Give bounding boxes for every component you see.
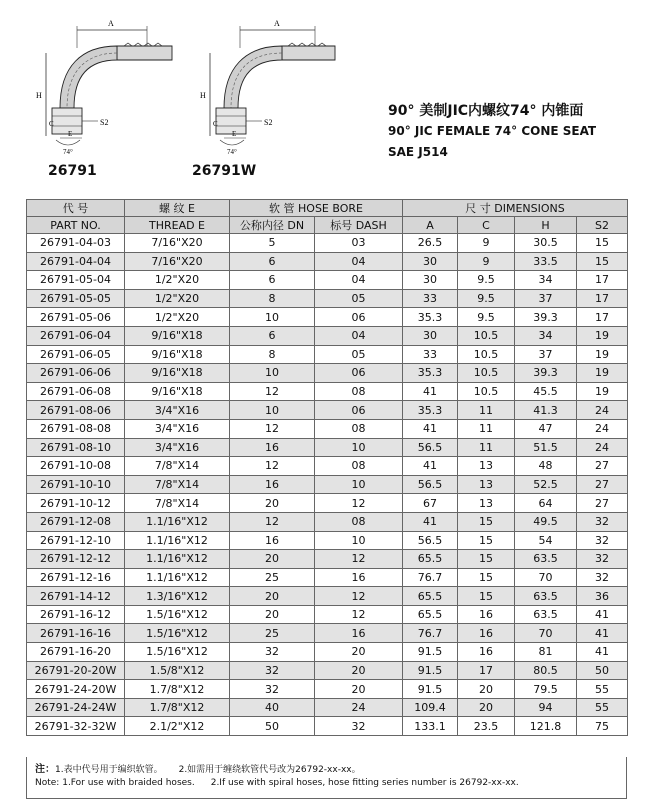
cell-dn: 20 (230, 605, 315, 624)
cell-dn: 10 (230, 401, 315, 420)
notes-en-lead: Note: (35, 778, 60, 788)
cell-thread: 3/4"X16 (125, 401, 230, 420)
header-dash: 标号 DASH (315, 217, 403, 234)
note-cn-1: 1.表中代号用于编织软管。 (55, 765, 163, 775)
fitting-drawing-26791 (22, 8, 182, 158)
cell-c: 10.5 (458, 364, 515, 383)
cell-thread: 7/16"X20 (125, 252, 230, 271)
cell-c: 16 (458, 624, 515, 643)
cell-a: 35.3 (403, 401, 458, 420)
cell-dash: 08 (315, 457, 403, 476)
cell-h: 49.5 (515, 512, 577, 531)
cell-s2: 19 (577, 345, 628, 364)
table-row (27, 605, 628, 624)
cell-a: 33 (403, 345, 458, 364)
cell-c: 20 (458, 680, 515, 699)
dim-s2-label: S2 (100, 118, 109, 127)
cell-dash: 04 (315, 326, 403, 345)
cell-s2: 15 (577, 234, 628, 253)
cell-c: 20 (458, 698, 515, 717)
cell-s2: 32 (577, 568, 628, 587)
table-row (27, 531, 628, 550)
cell-c: 15 (458, 587, 515, 606)
header-row-english (27, 217, 628, 234)
cell-c: 13 (458, 475, 515, 494)
cell-s2: 41 (577, 624, 628, 643)
cell-c: 16 (458, 605, 515, 624)
cell-a: 133.1 (403, 717, 458, 736)
table-row (27, 550, 628, 569)
cell-dash: 12 (315, 550, 403, 569)
cell-dn: 16 (230, 475, 315, 494)
cell-dash: 12 (315, 587, 403, 606)
table-row (27, 680, 628, 699)
cell-dn: 20 (230, 494, 315, 513)
table-row (27, 401, 628, 420)
cell-c: 15 (458, 550, 515, 569)
note-en-2: 2.If use with spiral hoses, hose fitting series number is 26792-xx-xx. (210, 778, 519, 788)
table-row (27, 494, 628, 513)
cell-thread: 1.1/16"X12 (125, 550, 230, 569)
cell-h: 54 (515, 531, 577, 550)
table-row (27, 698, 628, 717)
cell-s2: 41 (577, 643, 628, 662)
cell-a: 65.5 (403, 587, 458, 606)
cell-dn: 12 (230, 512, 315, 531)
cell-dash: 06 (315, 308, 403, 327)
cell-dn: 12 (230, 457, 315, 476)
cell-c: 9 (458, 234, 515, 253)
cell-dn: 16 (230, 531, 315, 550)
header-h: H (515, 217, 577, 234)
cell-part-no: 26791-32-32W (27, 717, 125, 736)
cell-dash: 06 (315, 364, 403, 383)
cell-s2: 32 (577, 512, 628, 531)
cell-part-no: 26791-06-08 (27, 382, 125, 401)
cell-part-no: 26791-06-05 (27, 345, 125, 364)
cell-thread: 1.3/16"X12 (125, 587, 230, 606)
cell-s2: 55 (577, 680, 628, 699)
cell-dash: 12 (315, 494, 403, 513)
cell-c: 9.5 (458, 289, 515, 308)
dim-c-label: C (49, 120, 54, 128)
cell-thread: 1/2"X20 (125, 289, 230, 308)
cell-c: 9.5 (458, 308, 515, 327)
cell-dn: 10 (230, 308, 315, 327)
cell-dn: 8 (230, 289, 315, 308)
cell-a: 56.5 (403, 438, 458, 457)
cell-part-no: 26791-16-20 (27, 643, 125, 662)
cell-part-no: 26791-16-12 (27, 605, 125, 624)
dim-h-label: H (200, 91, 206, 100)
cell-thread: 7/8"X14 (125, 457, 230, 476)
cell-thread: 7/8"X14 (125, 475, 230, 494)
table-row (27, 289, 628, 308)
cell-part-no: 26791-06-06 (27, 364, 125, 383)
cell-a: 35.3 (403, 308, 458, 327)
dim-angle-label: 74° (63, 148, 73, 156)
cell-part-no: 26791-05-05 (27, 289, 125, 308)
cell-c: 11 (458, 419, 515, 438)
table-row (27, 419, 628, 438)
note-cn-2: 2.如需用于缠绕软管代号改为26792-xx-xx。 (178, 765, 361, 775)
cell-c: 10.5 (458, 382, 515, 401)
part-label-26791: 26791 (48, 163, 97, 179)
cell-a: 76.7 (403, 568, 458, 587)
notes-box (26, 757, 627, 799)
cell-a: 35.3 (403, 364, 458, 383)
cell-dash: 32 (315, 717, 403, 736)
cell-dash: 20 (315, 661, 403, 680)
cell-part-no: 26791-24-20W (27, 680, 125, 699)
cell-thread: 1.5/16"X12 (125, 624, 230, 643)
cell-dash: 05 (315, 345, 403, 364)
cell-part-no: 26791-06-04 (27, 326, 125, 345)
cell-c: 15 (458, 568, 515, 587)
table-row (27, 512, 628, 531)
table-row (27, 457, 628, 476)
cell-c: 13 (458, 494, 515, 513)
header-thread-cn: 螺 纹 E (125, 200, 230, 217)
cell-c: 23.5 (458, 717, 515, 736)
cell-part-no: 26791-12-08 (27, 512, 125, 531)
cell-h: 47 (515, 419, 577, 438)
cell-part-no: 26791-12-10 (27, 531, 125, 550)
cell-dash: 08 (315, 419, 403, 438)
cell-s2: 27 (577, 475, 628, 494)
cell-dash: 10 (315, 438, 403, 457)
cell-h: 80.5 (515, 661, 577, 680)
cell-a: 56.5 (403, 475, 458, 494)
elbow-fitting-illustration (190, 8, 350, 158)
cell-s2: 24 (577, 401, 628, 420)
cell-c: 11 (458, 401, 515, 420)
cell-part-no: 26791-12-16 (27, 568, 125, 587)
cell-a: 65.5 (403, 605, 458, 624)
cell-dn: 16 (230, 438, 315, 457)
cell-h: 30.5 (515, 234, 577, 253)
table-row (27, 661, 628, 680)
cell-s2: 32 (577, 531, 628, 550)
cell-thread: 1.5/8"X12 (125, 661, 230, 680)
cell-thread: 1.1/16"X12 (125, 568, 230, 587)
dim-h-label: H (36, 91, 42, 100)
note-en-1: 1.For use with braided hoses. (62, 778, 195, 788)
cell-c: 13 (458, 457, 515, 476)
cell-h: 64 (515, 494, 577, 513)
cell-part-no: 26791-10-10 (27, 475, 125, 494)
table-row (27, 252, 628, 271)
table-row (27, 717, 628, 736)
cell-part-no: 26791-20-20W (27, 661, 125, 680)
cell-h: 34 (515, 271, 577, 290)
cell-dash: 05 (315, 289, 403, 308)
table-row (27, 308, 628, 327)
table-row (27, 326, 628, 345)
cell-part-no: 26791-10-08 (27, 457, 125, 476)
cell-dn: 40 (230, 698, 315, 717)
specification-table (26, 199, 628, 736)
header-part-no-cn: 代 号 (27, 200, 125, 217)
cell-dn: 32 (230, 661, 315, 680)
header-part-no: PART NO. (27, 217, 125, 234)
header-dimensions-cn: 尺 寸 DIMENSIONS (403, 200, 628, 217)
cell-thread: 9/16"X18 (125, 382, 230, 401)
cell-a: 41 (403, 512, 458, 531)
cell-a: 65.5 (403, 550, 458, 569)
cell-dn: 32 (230, 680, 315, 699)
cell-thread: 1.1/16"X12 (125, 531, 230, 550)
heading-english: 90° JIC FEMALE 74° CONE SEAT (388, 124, 597, 138)
cell-thread: 3/4"X16 (125, 419, 230, 438)
cell-c: 11 (458, 438, 515, 457)
cell-s2: 32 (577, 550, 628, 569)
cell-part-no: 26791-08-08 (27, 419, 125, 438)
cell-c: 10.5 (458, 345, 515, 364)
cell-a: 109.4 (403, 698, 458, 717)
cell-thread: 9/16"X18 (125, 345, 230, 364)
cell-a: 76.7 (403, 624, 458, 643)
cell-h: 70 (515, 624, 577, 643)
cell-a: 56.5 (403, 531, 458, 550)
notes-chinese (35, 763, 626, 777)
cell-a: 41 (403, 457, 458, 476)
cell-s2: 24 (577, 438, 628, 457)
cell-h: 63.5 (515, 587, 577, 606)
dim-c-label: C (213, 120, 218, 128)
header-s2: S2 (577, 217, 628, 234)
heading-standard: SAE J514 (388, 145, 448, 159)
cell-dn: 8 (230, 345, 315, 364)
cell-a: 91.5 (403, 661, 458, 680)
header-dn: 公称内径 DN (230, 217, 315, 234)
table-row (27, 643, 628, 662)
cell-s2: 17 (577, 308, 628, 327)
cell-thread: 1.7/8"X12 (125, 698, 230, 717)
cell-h: 48 (515, 457, 577, 476)
cell-thread: 9/16"X18 (125, 364, 230, 383)
cell-dn: 25 (230, 568, 315, 587)
dim-a-label: A (108, 19, 114, 28)
cell-c: 17 (458, 661, 515, 680)
table-row (27, 234, 628, 253)
cell-dn: 6 (230, 271, 315, 290)
cell-thread: 3/4"X16 (125, 438, 230, 457)
cell-h: 41.3 (515, 401, 577, 420)
cell-h: 33.5 (515, 252, 577, 271)
cell-dn: 12 (230, 382, 315, 401)
cell-c: 10.5 (458, 326, 515, 345)
cell-part-no: 26791-04-04 (27, 252, 125, 271)
dim-a-label: A (274, 19, 280, 28)
cell-thread: 9/16"X18 (125, 326, 230, 345)
cell-thread: 1/2"X20 (125, 308, 230, 327)
cell-part-no: 26791-08-10 (27, 438, 125, 457)
cell-dn: 10 (230, 364, 315, 383)
header-row-chinese (27, 200, 628, 217)
cell-h: 94 (515, 698, 577, 717)
table-row (27, 345, 628, 364)
cell-dash: 08 (315, 382, 403, 401)
cell-c: 9.5 (458, 271, 515, 290)
cell-h: 121.8 (515, 717, 577, 736)
cell-thread: 7/8"X14 (125, 494, 230, 513)
elbow-fitting-illustration (22, 8, 182, 158)
cell-a: 41 (403, 382, 458, 401)
cell-thread: 1.5/16"X12 (125, 643, 230, 662)
cell-thread: 7/16"X20 (125, 234, 230, 253)
cell-part-no: 26791-12-12 (27, 550, 125, 569)
cell-h: 63.5 (515, 605, 577, 624)
cell-a: 30 (403, 271, 458, 290)
header-thread: THREAD E (125, 217, 230, 234)
cell-thread: 2.1/2"X12 (125, 717, 230, 736)
cell-dash: 16 (315, 568, 403, 587)
cell-part-no: 26791-24-24W (27, 698, 125, 717)
cell-a: 67 (403, 494, 458, 513)
cell-dn: 50 (230, 717, 315, 736)
table-row (27, 271, 628, 290)
header-a: A (403, 217, 458, 234)
table-row (27, 382, 628, 401)
cell-h: 39.3 (515, 364, 577, 383)
cell-dash: 04 (315, 271, 403, 290)
part-label-26791w: 26791W (192, 163, 257, 179)
cell-dn: 6 (230, 326, 315, 345)
cell-dash: 10 (315, 475, 403, 494)
table-row (27, 364, 628, 383)
cell-s2: 55 (577, 698, 628, 717)
notes-english (35, 777, 626, 790)
cell-part-no: 26791-05-06 (27, 308, 125, 327)
table-row (27, 587, 628, 606)
cell-part-no: 26791-16-16 (27, 624, 125, 643)
dim-e-label: E (68, 130, 73, 138)
cell-h: 34 (515, 326, 577, 345)
cell-a: 30 (403, 326, 458, 345)
cell-s2: 41 (577, 605, 628, 624)
cell-dn: 5 (230, 234, 315, 253)
dim-e-label: E (232, 130, 237, 138)
cell-dash: 03 (315, 234, 403, 253)
cell-dash: 24 (315, 698, 403, 717)
cell-s2: 27 (577, 457, 628, 476)
cell-h: 45.5 (515, 382, 577, 401)
cell-dn: 6 (230, 252, 315, 271)
cell-part-no: 26791-14-12 (27, 587, 125, 606)
cell-a: 91.5 (403, 643, 458, 662)
cell-dash: 08 (315, 512, 403, 531)
cell-dash: 10 (315, 531, 403, 550)
cell-h: 79.5 (515, 680, 577, 699)
cell-c: 15 (458, 512, 515, 531)
cell-thread: 1.1/16"X12 (125, 512, 230, 531)
cell-a: 41 (403, 419, 458, 438)
cell-s2: 19 (577, 382, 628, 401)
cell-s2: 75 (577, 717, 628, 736)
header-c: C (458, 217, 515, 234)
cell-c: 16 (458, 643, 515, 662)
cell-thread: 1.5/16"X12 (125, 605, 230, 624)
cell-h: 37 (515, 345, 577, 364)
cell-dash: 20 (315, 680, 403, 699)
cell-s2: 27 (577, 494, 628, 513)
table-row (27, 475, 628, 494)
cell-dash: 16 (315, 624, 403, 643)
cell-dash: 06 (315, 401, 403, 420)
cell-h: 63.5 (515, 550, 577, 569)
cell-a: 30 (403, 252, 458, 271)
cell-s2: 50 (577, 661, 628, 680)
table-body (27, 234, 628, 736)
cell-dn: 25 (230, 624, 315, 643)
cell-h: 52.5 (515, 475, 577, 494)
dim-s2-label: S2 (264, 118, 273, 127)
cell-dash: 12 (315, 605, 403, 624)
fitting-drawing-26791w (190, 8, 350, 158)
cell-thread: 1.7/8"X12 (125, 680, 230, 699)
cell-h: 37 (515, 289, 577, 308)
cell-s2: 17 (577, 289, 628, 308)
cell-dn: 32 (230, 643, 315, 662)
cell-part-no: 26791-10-12 (27, 494, 125, 513)
cell-part-no: 26791-04-03 (27, 234, 125, 253)
heading-chinese: 90° 美制JIC内螺纹74° 内锥面 (388, 103, 584, 119)
cell-s2: 36 (577, 587, 628, 606)
cell-h: 51.5 (515, 438, 577, 457)
dim-angle-label: 74° (227, 148, 237, 156)
cell-dash: 20 (315, 643, 403, 662)
cell-h: 39.3 (515, 308, 577, 327)
cell-s2: 24 (577, 419, 628, 438)
table-row (27, 568, 628, 587)
cell-part-no: 26791-05-04 (27, 271, 125, 290)
cell-h: 81 (515, 643, 577, 662)
header-hose-bore-cn: 软 管 HOSE BORE (230, 200, 403, 217)
cell-dn: 12 (230, 419, 315, 438)
cell-c: 9 (458, 252, 515, 271)
cell-s2: 19 (577, 326, 628, 345)
table-row (27, 438, 628, 457)
cell-dn: 20 (230, 550, 315, 569)
cell-dn: 20 (230, 587, 315, 606)
cell-a: 26.5 (403, 234, 458, 253)
cell-h: 70 (515, 568, 577, 587)
cell-s2: 19 (577, 364, 628, 383)
cell-s2: 15 (577, 252, 628, 271)
table-row (27, 624, 628, 643)
cell-a: 91.5 (403, 680, 458, 699)
cell-thread: 1/2"X20 (125, 271, 230, 290)
cell-s2: 17 (577, 271, 628, 290)
cell-a: 33 (403, 289, 458, 308)
notes-cn-lead: 注： (35, 764, 55, 775)
cell-part-no: 26791-08-06 (27, 401, 125, 420)
cell-c: 15 (458, 531, 515, 550)
cell-dash: 04 (315, 252, 403, 271)
